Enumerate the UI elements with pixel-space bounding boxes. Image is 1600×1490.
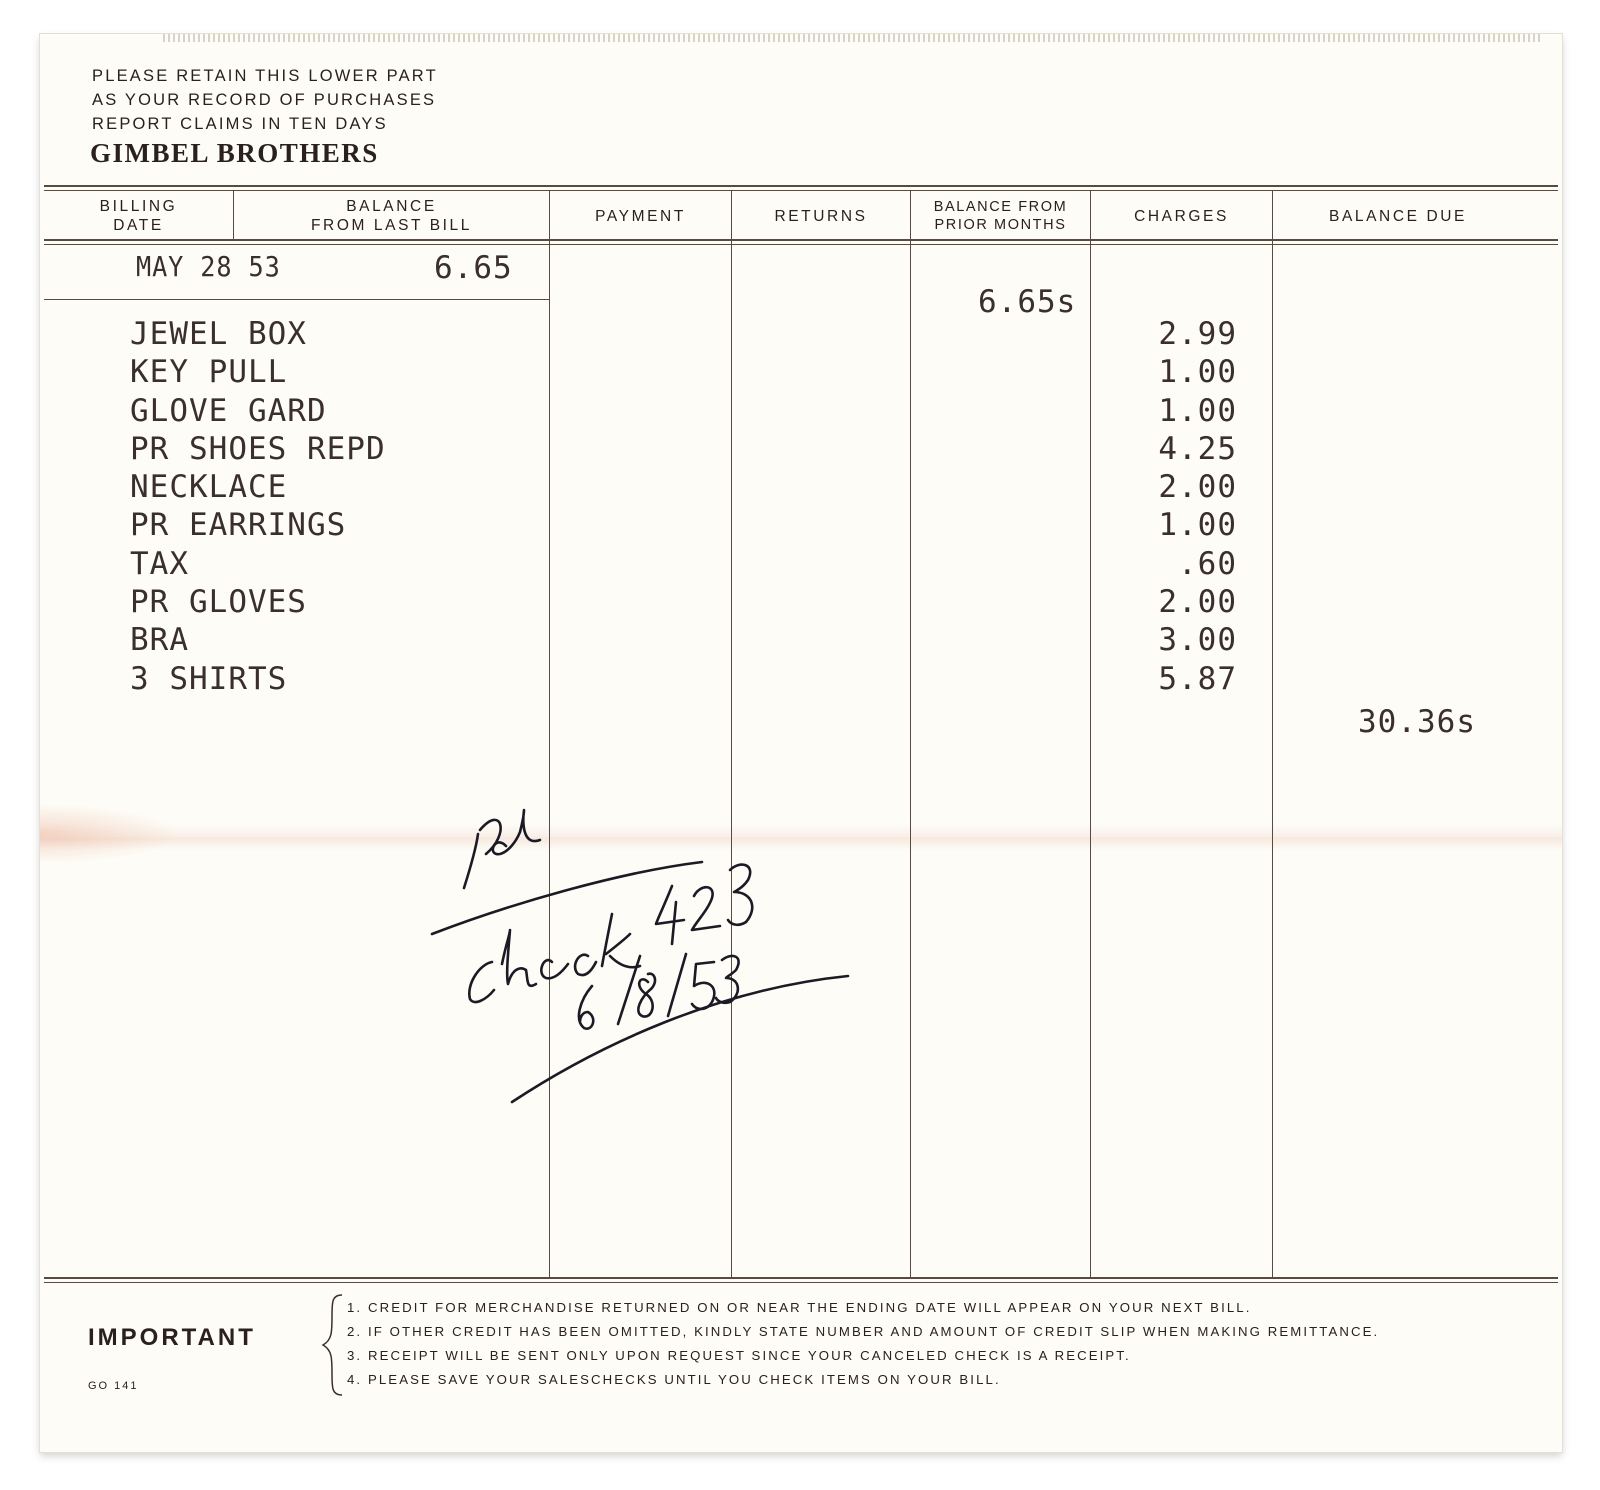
note-item: 4. PLEASE SAVE YOUR SALESCHECKS UNTIL YOU CHECK ITEMS ON YOUR BILL.: [347, 1372, 1001, 1387]
item-charge: 4.25: [1158, 430, 1237, 467]
header-line: PRIOR MONTHS: [934, 217, 1067, 233]
item-charge: 1.00: [1158, 507, 1237, 544]
notice-line: PLEASE RETAIN THIS LOWER PART: [92, 67, 438, 85]
item-charge: 2.00: [1158, 469, 1237, 506]
balance-prior-months-value: 6.65s: [978, 284, 1077, 320]
header-charges: CHARGES: [1134, 207, 1229, 225]
item-charge: 1.00: [1158, 392, 1237, 429]
item-name: KEY PULL: [130, 354, 288, 391]
header-balance-due: BALANCE DUE: [1329, 207, 1467, 225]
note-item: 3. RECEIPT WILL BE SENT ONLY UPON REQUEST SINCE YOUR CANCELED CHECK IS A RECEIPT.: [347, 1348, 1131, 1363]
header-line: FROM LAST BILL: [310, 217, 472, 234]
balance-last-bill-value: 6.65: [434, 250, 513, 286]
item-charge: 1.00: [1158, 354, 1237, 391]
billing-statement: [40, 34, 1562, 1452]
company-name: GIMBEL BROTHERS: [90, 138, 379, 168]
important-label: IMPORTANT: [88, 1324, 256, 1351]
item-charge: .60: [1178, 545, 1237, 582]
item-name: 3 SHIRTS: [130, 660, 288, 697]
item-charge: 2.00: [1158, 584, 1237, 621]
note-item: 1. CREDIT FOR MERCHANDISE RETURNED ON OR NEAR THE ENDING DATE WILL APPEAR ON YOUR NEXT BILL.: [347, 1300, 1252, 1315]
note-item: 2. IF OTHER CREDIT HAS BEEN OMITTED, KINDLY STATE NUMBER AND AMOUNT OF CREDIT SLIP WHEN MAKING REMITTANCE.: [347, 1324, 1380, 1339]
item-name: JEWEL BOX: [130, 316, 307, 352]
item-name: BRA: [130, 622, 189, 659]
balance-due-value: 30.36s: [1358, 704, 1476, 740]
header-line: BALANCE FROM: [933, 199, 1068, 215]
header-payment: PAYMENT: [595, 207, 686, 225]
item-charge: 5.87: [1158, 660, 1237, 697]
item-name: TAX: [130, 545, 189, 582]
item-name: GLOVE GARD: [130, 392, 327, 429]
notice-line: AS YOUR RECORD OF PURCHASES: [92, 91, 437, 109]
billing-date-value: MAY 28 53: [136, 250, 281, 283]
header-line: BILLING: [99, 198, 178, 215]
item-name: PR SHOES REPD: [130, 430, 386, 467]
form-code: GO 141: [88, 1380, 139, 1392]
item-charge: 2.99: [1158, 316, 1237, 352]
header-line: BALANCE: [346, 198, 437, 215]
item-name: PR EARRINGS: [130, 507, 347, 544]
notice-line: REPORT CLAIMS IN TEN DAYS: [92, 115, 388, 133]
header-returns: RETURNS: [774, 207, 868, 225]
item-name: NECKLACE: [130, 469, 288, 506]
header-line: DATE: [113, 217, 164, 234]
item-name: PR GLOVES: [130, 584, 307, 621]
brace-icon: [320, 1292, 346, 1398]
important-notes: [347, 1296, 1379, 1392]
handwritten-paid-note: [40, 34, 1562, 1452]
item-charge: 3.00: [1158, 622, 1237, 659]
